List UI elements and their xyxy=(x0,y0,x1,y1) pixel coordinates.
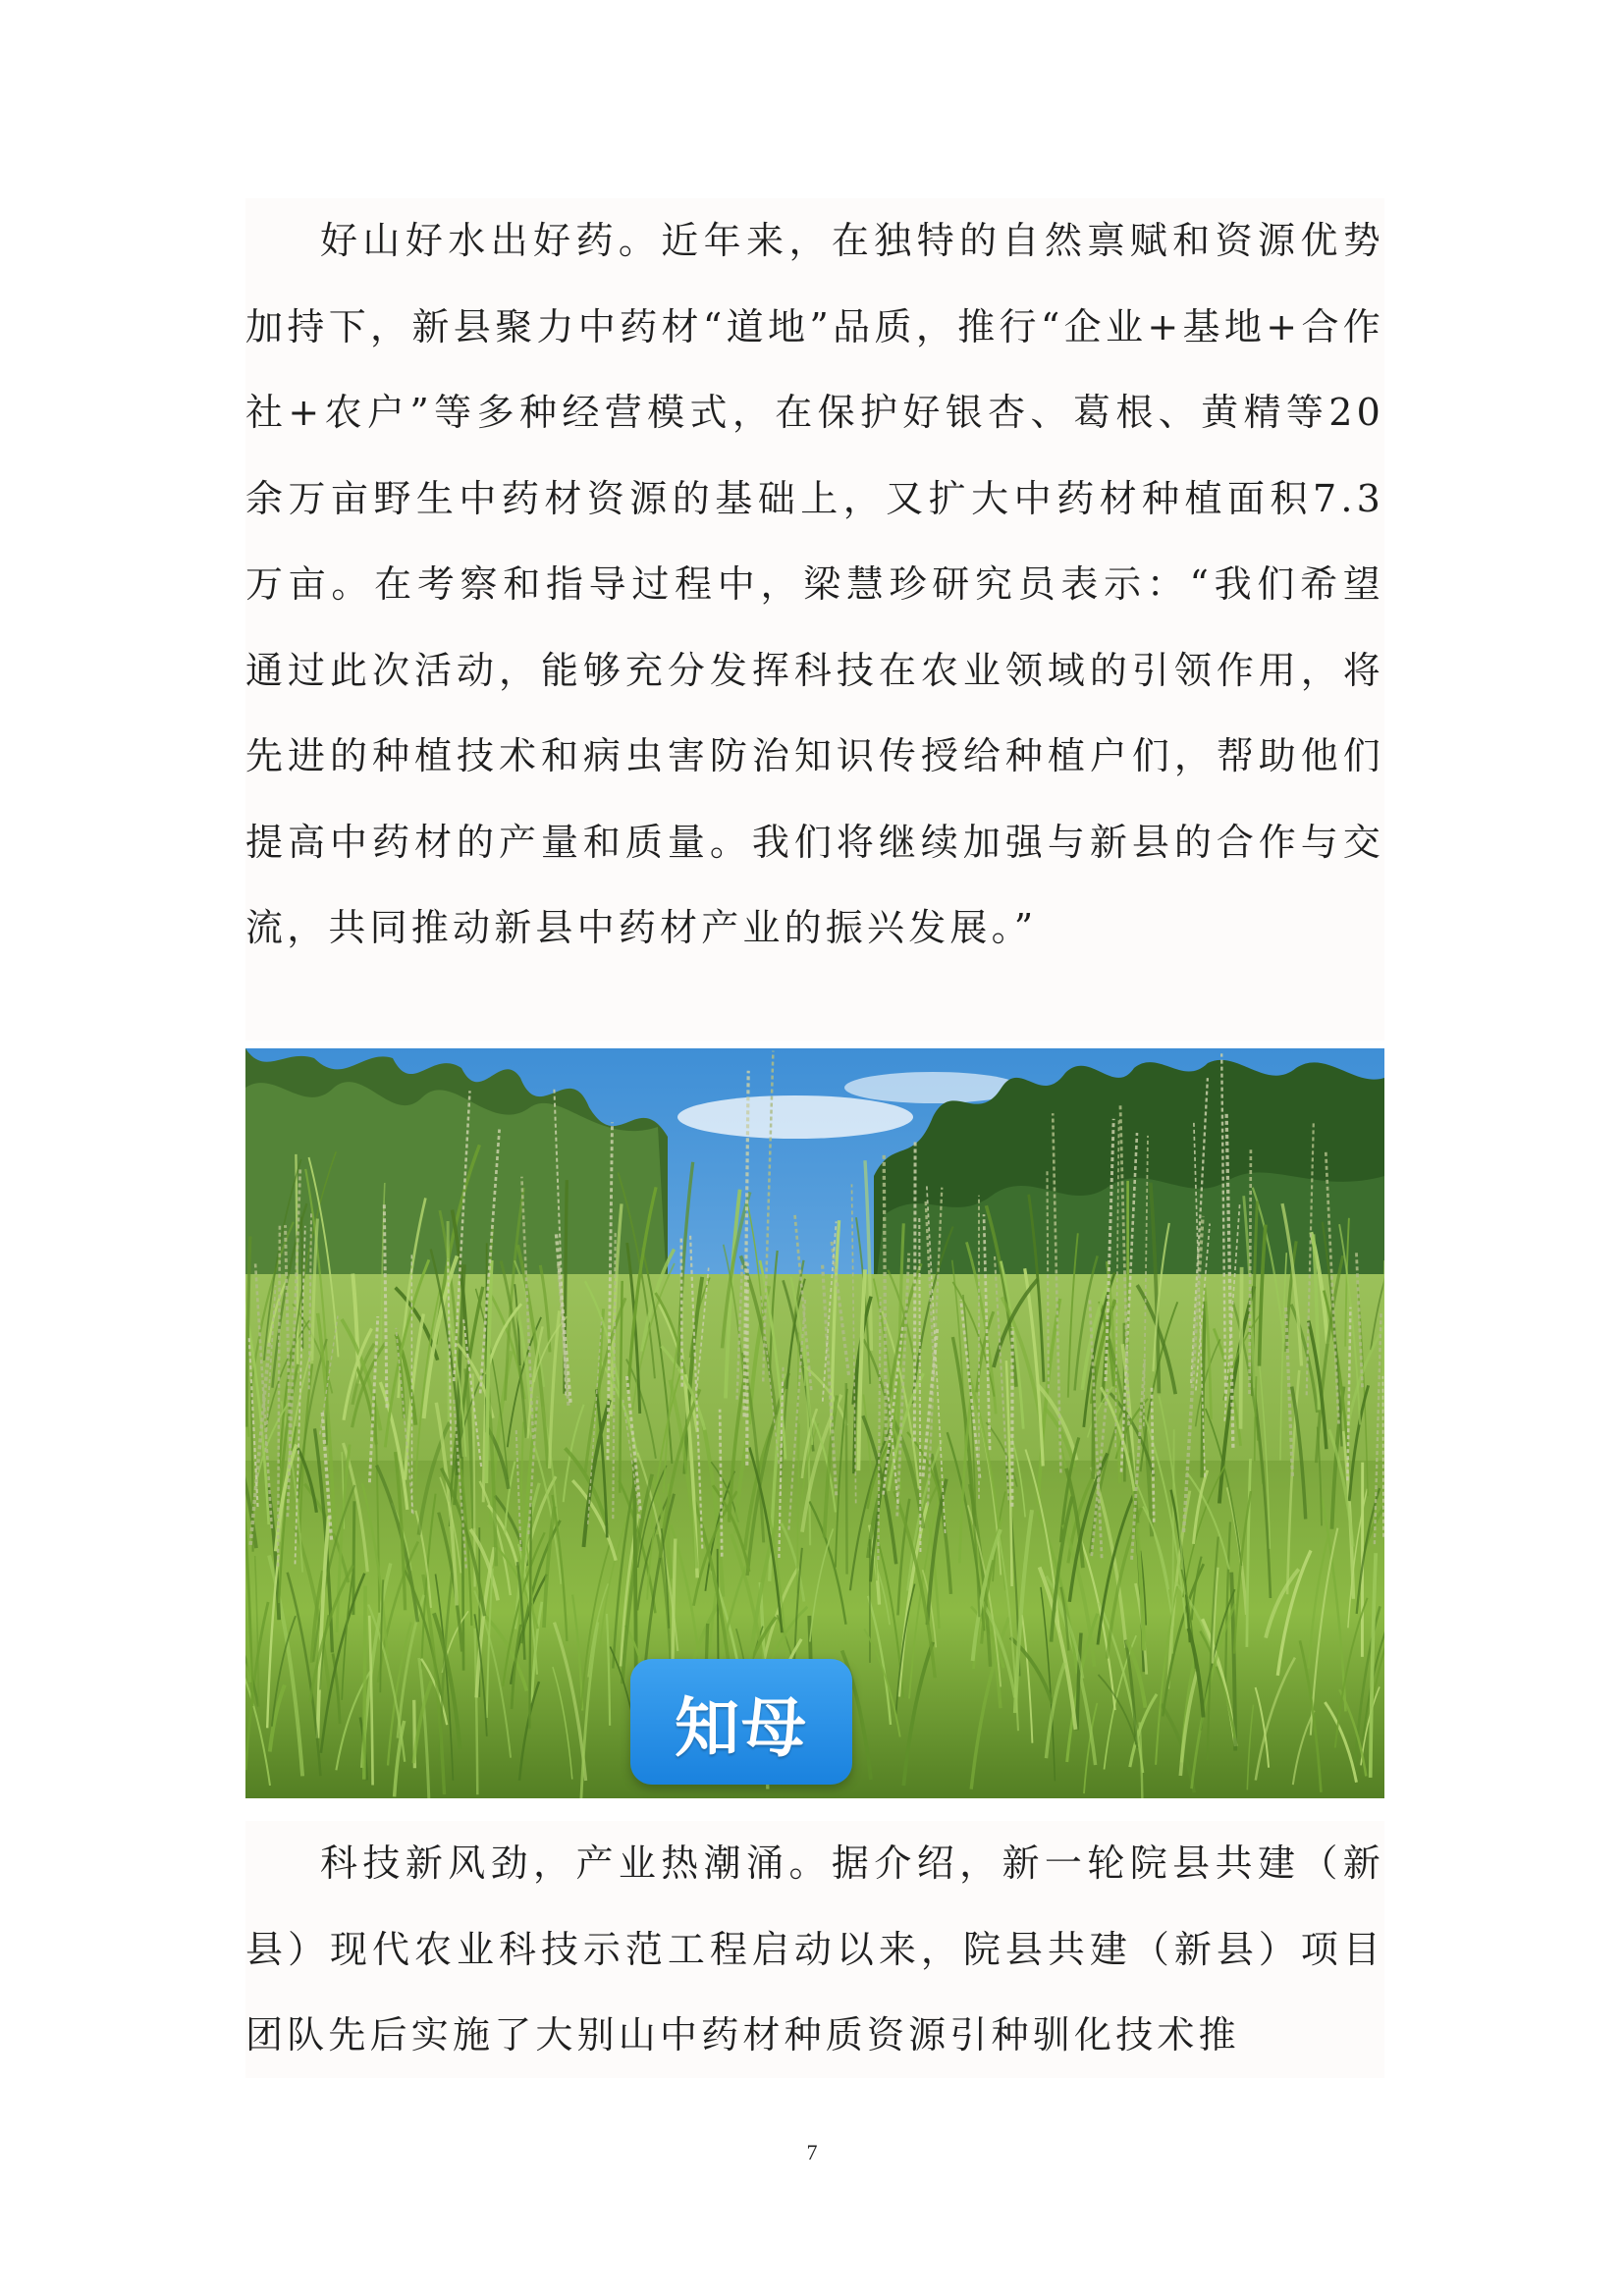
text-block-top xyxy=(245,198,1384,1041)
grass-blade xyxy=(364,1586,365,1780)
grass-blade xyxy=(448,1221,449,1425)
photo-zhimu-field xyxy=(245,1048,1384,1798)
grass-blade xyxy=(1383,1260,1384,1411)
caption-badge xyxy=(630,1659,852,1785)
cloud xyxy=(677,1095,913,1139)
page-number: 7 xyxy=(806,2140,818,2164)
grass-blade xyxy=(529,1504,530,1729)
grass-blade xyxy=(846,1383,847,1575)
text-block-bottom xyxy=(245,1821,1384,2078)
grass-blade xyxy=(1241,1267,1242,1429)
photo-caption: 知母 xyxy=(675,1689,808,1766)
paragraph: 科技新风劲，产业热潮涌。据介绍，新一轮院县共建（新县）现代农业科技示范工程启动以来，院县共建（新县）项目团队先后实施了大别山中药材种质资源引种驯化技术推 xyxy=(245,1842,1384,2056)
paragraph: 好山好水出好药。近年来，在独特的自然禀赋和资源优势加持下，新县聚力中药材“道地”品质，推行“企业+基地+合作社+农户”等多种经营模式，在保护好银杏、葛根、黄精等20余万亩野生中药材资源的基础上，又扩大中药材种植面积7.3万亩。在考察和指导过程中，梁慧珍研究员表示：“我们希望通过此次活动，能够充分发挥科技在农业领域的引领作用，将先进的种植技术和病虫害防治知识传授给种植户们，帮助他们提高中药材的产量和质量。我们将继续加强与新县的合作与交流，共同推动新县中药材产业的振兴发展。” xyxy=(245,219,1384,949)
